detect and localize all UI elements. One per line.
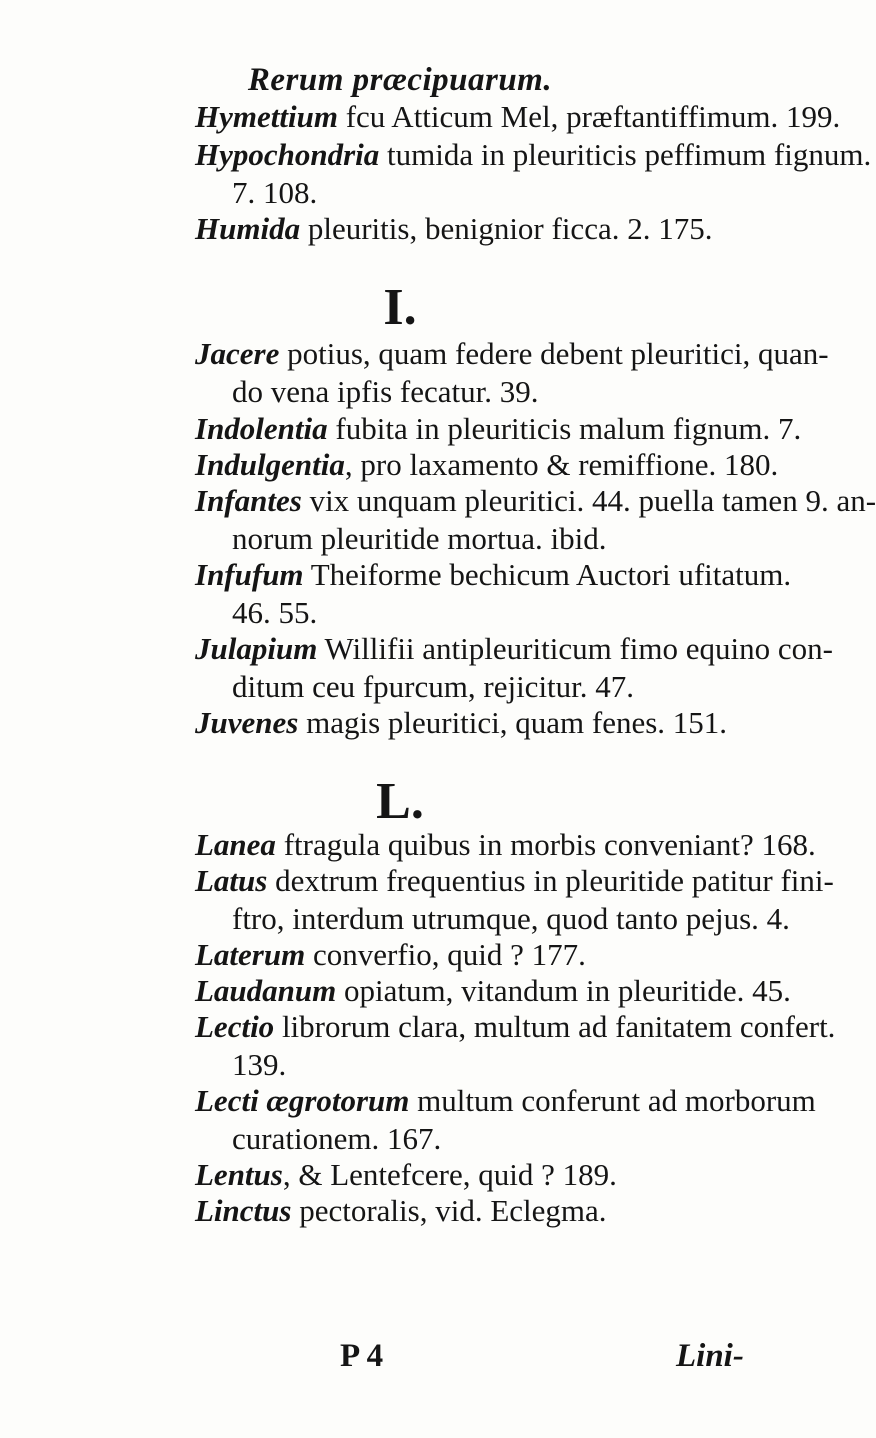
entry-text: librorum clara, multum ad fanitatem confert. (281, 1009, 836, 1044)
entry-head: Juvenes (195, 705, 299, 740)
entry-text: do vena ipfis fecatur. 39. (232, 374, 539, 409)
entry-text: pleuritis, benignior ficca. 2. 175. (307, 211, 713, 246)
entry-head: Humida (195, 211, 301, 246)
entry-head: Indolentia (195, 411, 328, 446)
entry-text: 139. (232, 1047, 287, 1082)
entry-head: Lanea (195, 827, 276, 862)
entry-head: Lecti ægrotorum (195, 1083, 410, 1118)
entry-text: norum pleuritide mortua. ibid. (232, 521, 607, 556)
entry-head: Jacere (195, 336, 280, 371)
entry-head: Indulgentia (195, 447, 345, 482)
entry-text: ftro, interdum utrumque, quod tanto pejus. 4. (232, 901, 790, 936)
entry-head: Lectio (195, 1009, 275, 1044)
entry-text: fcu Atticum Mel, præftantiffimum. 199. (345, 99, 841, 134)
entry-head: Hypochondria (195, 137, 380, 172)
entry-head: Laterum (195, 937, 306, 972)
entry-text: vix unquam pleuritici. 44. puella tamen 9. an- (309, 483, 876, 518)
entry-text: curationem. 167. (232, 1121, 442, 1156)
entry-text: magis pleuritici, quam fenes. 151. (306, 705, 728, 740)
entry-text: potius, quam federe debent pleuritici, quan- (287, 336, 829, 371)
entry-text: tumida in pleuriticis peffimum fignum. (387, 137, 872, 172)
entry-text: , pro laxamento & remiffione. 180. (344, 447, 779, 482)
entry-text: Willifii antipleuriticum fimo equino con- (324, 631, 833, 666)
running-head: Rerum præcipuarum. (247, 62, 553, 98)
page-footer (0, 1338, 800, 1388)
entry-head: Laudanum (195, 973, 337, 1008)
entry-text: 46. 55. (232, 595, 318, 630)
catchword: Lini- (676, 1338, 744, 1374)
entry-text: , & Lentefcere, quid ? 189. (282, 1157, 617, 1192)
entry-text: pectoralis, vid. Eclegma. (299, 1193, 607, 1228)
entry-text: multum conferunt ad morborum (417, 1083, 816, 1118)
entry-text: ftragula quibus in morbis conveniant? 168. (283, 827, 816, 862)
entry-text: fubita in pleuriticis malum fignum. 7. (335, 411, 802, 446)
entry-head: Latus (195, 863, 268, 898)
entry-text: ditum ceu fpurcum, rejicitur. 47. (232, 669, 635, 704)
entry-head: Infufum (195, 557, 304, 592)
entry-text: converfio, quid ? 177. (312, 937, 586, 972)
entry-text: 7. 108. (232, 175, 318, 210)
section-letter-l: L. (376, 773, 424, 830)
entry-head: Infantes (195, 483, 302, 518)
entry-head: Julapium (195, 631, 318, 666)
entry-head: Hymettium (195, 99, 338, 134)
signature-mark: P 4 (340, 1338, 384, 1374)
entry-head: Lentus (195, 1157, 283, 1192)
section-letter-i: I. (383, 279, 417, 336)
entry-text: Theiforme bechicum Auctori ufitatum. (310, 557, 792, 592)
entry-text: opiatum, vitandum in pleuritide. 45. (344, 973, 791, 1008)
entry-text: dextrum frequentius in pleuritide patitur fini- (275, 863, 834, 898)
entry-head: Linctus (195, 1193, 292, 1228)
